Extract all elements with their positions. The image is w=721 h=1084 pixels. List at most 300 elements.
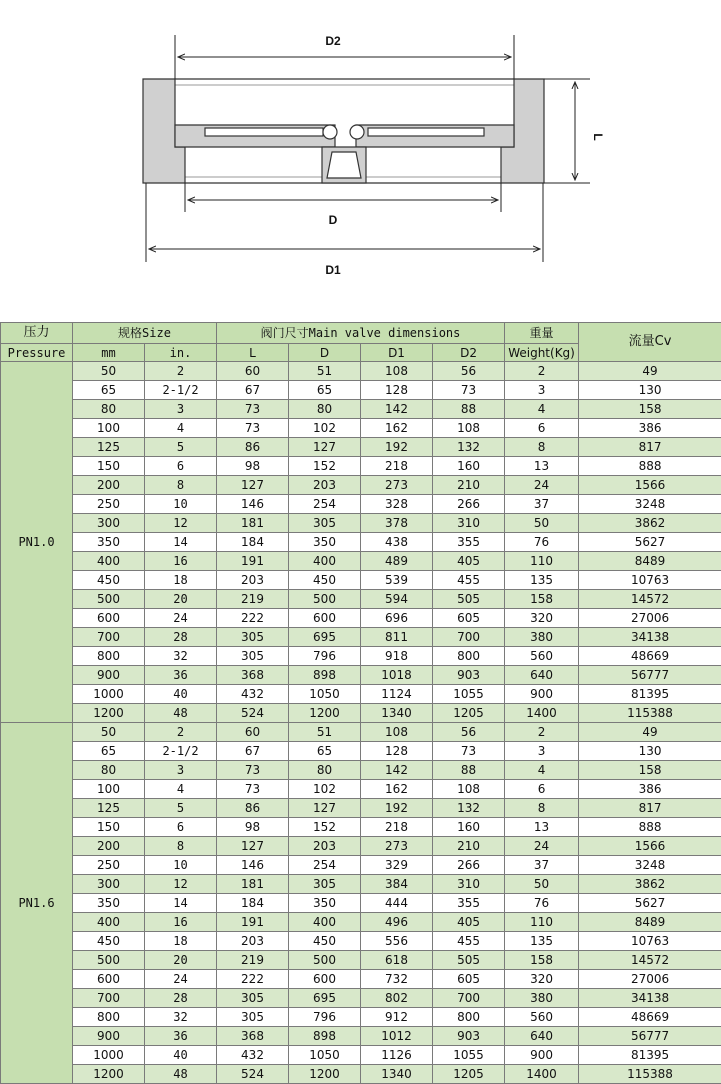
table-cell: 1018 — [361, 666, 433, 685]
table-cell: 200 — [73, 837, 145, 856]
table-row — [1, 647, 721, 666]
table-cell: 560 — [505, 1008, 579, 1027]
table-row — [1, 400, 721, 419]
table-cell: 695 — [289, 628, 361, 647]
header-flow-cv: 流量Cv — [579, 323, 721, 362]
table-cell: 1200 — [73, 704, 145, 723]
table-row — [1, 913, 721, 932]
table-cell: 3248 — [579, 856, 721, 875]
table-row — [1, 837, 721, 856]
table-cell: 16 — [145, 913, 217, 932]
table-cell: 1124 — [361, 685, 433, 704]
table-cell: 4 — [145, 419, 217, 438]
header-weight-cn: 重量 — [505, 323, 579, 344]
table-cell: 110 — [505, 552, 579, 571]
table-row — [1, 932, 721, 951]
table-cell: 80 — [73, 761, 145, 780]
table-row — [1, 704, 721, 723]
valve-body — [143, 79, 544, 183]
table-cell: 888 — [579, 457, 721, 476]
table-cell: 150 — [73, 457, 145, 476]
label-d1: D1 — [325, 263, 341, 277]
table-cell: 8 — [145, 476, 217, 495]
table-cell: 329 — [361, 856, 433, 875]
table-body — [1, 362, 721, 1084]
table-cell: 80 — [289, 400, 361, 419]
pressure-class-cell: PN1.0 — [1, 362, 73, 723]
table-row — [1, 438, 721, 457]
table-cell: 1000 — [73, 1046, 145, 1065]
header-size-mm: mm — [73, 344, 145, 362]
table-cell: 800 — [433, 647, 505, 666]
table-cell: 24 — [145, 970, 217, 989]
table-cell: 1205 — [433, 1065, 505, 1084]
table-cell: 142 — [361, 400, 433, 419]
table-cell: 802 — [361, 989, 433, 1008]
table-row — [1, 362, 721, 381]
table-cell: 184 — [217, 533, 289, 552]
table-cell: 250 — [73, 856, 145, 875]
table-cell: 900 — [73, 1027, 145, 1046]
table-row — [1, 951, 721, 970]
table-cell: 81395 — [579, 685, 721, 704]
table-cell: 102 — [289, 419, 361, 438]
table-cell: 181 — [217, 514, 289, 533]
table-cell: 368 — [217, 666, 289, 685]
table-cell: 328 — [361, 495, 433, 514]
table-row — [1, 476, 721, 495]
table-cell: 73 — [217, 761, 289, 780]
table-cell: 5627 — [579, 894, 721, 913]
table-cell: 18 — [145, 932, 217, 951]
table-cell: 800 — [73, 647, 145, 666]
table-cell: 900 — [73, 666, 145, 685]
table-cell: 130 — [579, 381, 721, 400]
table-cell: 600 — [73, 970, 145, 989]
table-cell: 400 — [73, 552, 145, 571]
table-cell: 898 — [289, 666, 361, 685]
table-cell: 2 — [145, 723, 217, 742]
table-cell: 32 — [145, 1008, 217, 1027]
label-l: L — [591, 133, 605, 141]
table-row — [1, 533, 721, 552]
table-cell: 142 — [361, 761, 433, 780]
table-cell: 67 — [217, 742, 289, 761]
table-cell: 132 — [433, 799, 505, 818]
table-cell: 73 — [217, 780, 289, 799]
table-cell: 115388 — [579, 704, 721, 723]
table-cell: 640 — [505, 1027, 579, 1046]
table-row — [1, 552, 721, 571]
table-row — [1, 723, 721, 742]
table-row — [1, 457, 721, 476]
table-row — [1, 894, 721, 913]
table-cell: 432 — [217, 685, 289, 704]
table-cell: 6 — [145, 457, 217, 476]
table-cell: 203 — [289, 476, 361, 495]
table-cell: 34138 — [579, 628, 721, 647]
table-cell: 20 — [145, 590, 217, 609]
table-cell: 76 — [505, 894, 579, 913]
table-cell: 444 — [361, 894, 433, 913]
table-cell: 1205 — [433, 704, 505, 723]
table-cell: 200 — [73, 476, 145, 495]
table-cell: 305 — [289, 875, 361, 894]
table-cell: 320 — [505, 609, 579, 628]
table-cell: 350 — [73, 894, 145, 913]
table-cell: 158 — [505, 590, 579, 609]
table-cell: 2 — [505, 723, 579, 742]
table-cell: 560 — [505, 647, 579, 666]
table-cell: 500 — [289, 590, 361, 609]
table-cell: 912 — [361, 1008, 433, 1027]
table-cell: 130 — [579, 742, 721, 761]
table-cell: 888 — [579, 818, 721, 837]
table-cell: 918 — [361, 647, 433, 666]
header-d1: D1 — [361, 344, 433, 362]
table-cell: 1012 — [361, 1027, 433, 1046]
table-cell: 222 — [217, 609, 289, 628]
table-cell: 500 — [73, 590, 145, 609]
table-cell: 368 — [217, 1027, 289, 1046]
table-cell: 8489 — [579, 913, 721, 932]
table-cell: 700 — [433, 628, 505, 647]
table-cell: 400 — [289, 913, 361, 932]
table-cell: 8 — [505, 799, 579, 818]
table-row — [1, 1008, 721, 1027]
table-cell: 254 — [289, 856, 361, 875]
table-cell: 1200 — [73, 1065, 145, 1084]
table-cell: 405 — [433, 552, 505, 571]
table-cell: 98 — [217, 457, 289, 476]
table-cell: 700 — [73, 628, 145, 647]
table-cell: 48669 — [579, 647, 721, 666]
table-cell: 203 — [217, 571, 289, 590]
table-cell: 2 — [145, 362, 217, 381]
table-row — [1, 1065, 721, 1084]
table-cell: 135 — [505, 932, 579, 951]
table-cell: 350 — [73, 533, 145, 552]
table-cell: 152 — [289, 457, 361, 476]
table-cell: 800 — [433, 1008, 505, 1027]
table-cell: 1050 — [289, 685, 361, 704]
table-cell: 505 — [433, 590, 505, 609]
table-cell: 903 — [433, 666, 505, 685]
table-cell: 115388 — [579, 1065, 721, 1084]
table-cell: 81395 — [579, 1046, 721, 1065]
table-cell: 50 — [73, 362, 145, 381]
table-cell: 27006 — [579, 609, 721, 628]
table-cell: 32 — [145, 647, 217, 666]
table-cell: 305 — [217, 647, 289, 666]
table-cell: 455 — [433, 571, 505, 590]
table-cell: 37 — [505, 856, 579, 875]
table-row — [1, 685, 721, 704]
table-cell: 4 — [505, 761, 579, 780]
table-cell: 800 — [73, 1008, 145, 1027]
header-l: L — [217, 344, 289, 362]
table-cell: 27006 — [579, 970, 721, 989]
table-cell: 80 — [289, 761, 361, 780]
table-cell: 127 — [217, 476, 289, 495]
table-cell: 108 — [361, 723, 433, 742]
table-cell: 10763 — [579, 571, 721, 590]
table-cell: 162 — [361, 419, 433, 438]
table-cell: 266 — [433, 495, 505, 514]
table-cell: 450 — [73, 571, 145, 590]
table-cell: 700 — [73, 989, 145, 1008]
table-cell: 1400 — [505, 1065, 579, 1084]
table-cell: 700 — [433, 989, 505, 1008]
header-pressure-en: Pressure — [1, 344, 73, 362]
table-cell: 86 — [217, 438, 289, 457]
table-cell: 310 — [433, 875, 505, 894]
table-cell: 10763 — [579, 932, 721, 951]
table-cell: 12 — [145, 514, 217, 533]
table-cell: 98 — [217, 818, 289, 837]
table-cell: 500 — [289, 951, 361, 970]
table-cell: 384 — [361, 875, 433, 894]
header-pressure-cn: 压力 — [1, 323, 73, 344]
table-cell: 732 — [361, 970, 433, 989]
table-cell: 50 — [505, 875, 579, 894]
table-cell: 184 — [217, 894, 289, 913]
table-cell: 811 — [361, 628, 433, 647]
table-cell: 10 — [145, 495, 217, 514]
table-cell: 146 — [217, 495, 289, 514]
table-cell: 24 — [505, 476, 579, 495]
table-row — [1, 799, 721, 818]
table-cell: 56 — [433, 723, 505, 742]
table-cell: 146 — [217, 856, 289, 875]
table-cell: 14 — [145, 894, 217, 913]
table-cell: 273 — [361, 476, 433, 495]
table-cell: 127 — [289, 799, 361, 818]
table-cell: 817 — [579, 438, 721, 457]
table-cell: 386 — [579, 780, 721, 799]
table-cell: 13 — [505, 818, 579, 837]
table-cell: 160 — [433, 457, 505, 476]
table-cell: 192 — [361, 799, 433, 818]
table-cell: 56777 — [579, 1027, 721, 1046]
table-row — [1, 1046, 721, 1065]
table-cell: 450 — [289, 932, 361, 951]
table-cell: 24 — [145, 609, 217, 628]
table-row — [1, 856, 721, 875]
table-cell: 5 — [145, 799, 217, 818]
table-cell: 49 — [579, 362, 721, 381]
table-cell: 386 — [579, 419, 721, 438]
table-cell: 2-1/2 — [145, 381, 217, 400]
table-cell: 594 — [361, 590, 433, 609]
table-cell: 380 — [505, 628, 579, 647]
table-cell: 2-1/2 — [145, 742, 217, 761]
table-cell: 67 — [217, 381, 289, 400]
table-cell: 56 — [433, 362, 505, 381]
table-cell: 400 — [289, 552, 361, 571]
table-cell: 127 — [289, 438, 361, 457]
table-cell: 305 — [289, 514, 361, 533]
table-cell: 14572 — [579, 951, 721, 970]
table-cell: 192 — [361, 438, 433, 457]
table-cell: 3862 — [579, 514, 721, 533]
table-cell: 539 — [361, 571, 433, 590]
table-cell: 73 — [433, 381, 505, 400]
table-cell: 5 — [145, 438, 217, 457]
table-cell: 210 — [433, 476, 505, 495]
table-cell: 135 — [505, 571, 579, 590]
table-cell: 102 — [289, 780, 361, 799]
table-cell: 817 — [579, 799, 721, 818]
table-cell: 1055 — [433, 1046, 505, 1065]
table-cell: 3248 — [579, 495, 721, 514]
table-cell: 796 — [289, 647, 361, 666]
table-cell: 8489 — [579, 552, 721, 571]
table-cell: 455 — [433, 932, 505, 951]
table-cell: 13 — [505, 457, 579, 476]
table-cell: 218 — [361, 457, 433, 476]
table-cell: 160 — [433, 818, 505, 837]
table-cell: 903 — [433, 1027, 505, 1046]
header-main-valve-dimensions: 阀门尺寸Main valve dimensions — [217, 323, 505, 344]
table-cell: 1340 — [361, 1065, 433, 1084]
table-cell: 50 — [73, 723, 145, 742]
table-cell: 222 — [217, 970, 289, 989]
table-row — [1, 1027, 721, 1046]
table-cell: 12 — [145, 875, 217, 894]
table-cell: 16 — [145, 552, 217, 571]
table-cell: 605 — [433, 970, 505, 989]
table-cell: 3862 — [579, 875, 721, 894]
table-cell: 219 — [217, 951, 289, 970]
table-cell: 60 — [217, 723, 289, 742]
table-cell: 432 — [217, 1046, 289, 1065]
table-cell: 6 — [145, 818, 217, 837]
table-cell: 203 — [217, 932, 289, 951]
table-cell: 28 — [145, 628, 217, 647]
table-cell: 355 — [433, 894, 505, 913]
table-cell: 24 — [505, 837, 579, 856]
table-row — [1, 761, 721, 780]
table-cell: 320 — [505, 970, 579, 989]
table-row — [1, 818, 721, 837]
table-cell: 34138 — [579, 989, 721, 1008]
table-cell: 524 — [217, 704, 289, 723]
table-cell: 48 — [145, 704, 217, 723]
table-cell: 20 — [145, 951, 217, 970]
table-cell: 73 — [217, 400, 289, 419]
pressure-class-cell: PN1.6 — [1, 723, 73, 1084]
table-cell: 8 — [505, 438, 579, 457]
table-cell: 127 — [217, 837, 289, 856]
table-cell: 4 — [145, 780, 217, 799]
table-cell: 50 — [505, 514, 579, 533]
table-cell: 600 — [73, 609, 145, 628]
table-cell: 158 — [579, 400, 721, 419]
table-cell: 4 — [505, 400, 579, 419]
table-cell: 2 — [505, 362, 579, 381]
table-cell: 181 — [217, 875, 289, 894]
table-cell: 380 — [505, 989, 579, 1008]
table-cell: 1200 — [289, 1065, 361, 1084]
table-cell: 254 — [289, 495, 361, 514]
table-cell: 450 — [73, 932, 145, 951]
table-row — [1, 970, 721, 989]
table-cell: 76 — [505, 533, 579, 552]
table-cell: 40 — [145, 1046, 217, 1065]
table-cell: 640 — [505, 666, 579, 685]
table-cell: 5627 — [579, 533, 721, 552]
table-cell: 203 — [289, 837, 361, 856]
table-cell: 218 — [361, 818, 433, 837]
table-cell: 250 — [73, 495, 145, 514]
table-cell: 355 — [433, 533, 505, 552]
table-cell: 88 — [433, 761, 505, 780]
table-cell: 1340 — [361, 704, 433, 723]
table-cell: 524 — [217, 1065, 289, 1084]
table-cell: 158 — [579, 761, 721, 780]
table-cell: 6 — [505, 419, 579, 438]
header-d: D — [289, 344, 361, 362]
table-cell: 80 — [73, 400, 145, 419]
table-cell: 86 — [217, 799, 289, 818]
table-cell: 618 — [361, 951, 433, 970]
valve-cross-section-drawing — [0, 0, 721, 322]
table-row — [1, 571, 721, 590]
table-cell: 88 — [433, 400, 505, 419]
table-cell: 51 — [289, 362, 361, 381]
table-cell: 191 — [217, 913, 289, 932]
table-cell: 210 — [433, 837, 505, 856]
table-cell: 51 — [289, 723, 361, 742]
label-d2: D2 — [325, 34, 341, 48]
table-cell: 36 — [145, 1027, 217, 1046]
table-cell: 400 — [73, 913, 145, 932]
table-cell: 3 — [505, 742, 579, 761]
table-cell: 14572 — [579, 590, 721, 609]
table-row — [1, 628, 721, 647]
table-cell: 605 — [433, 609, 505, 628]
header-d2: D2 — [433, 344, 505, 362]
table-cell: 8 — [145, 837, 217, 856]
table-cell: 1566 — [579, 837, 721, 856]
table-cell: 305 — [217, 989, 289, 1008]
table-cell: 73 — [433, 742, 505, 761]
table-cell: 600 — [289, 609, 361, 628]
table-row — [1, 742, 721, 761]
table-cell: 37 — [505, 495, 579, 514]
table-cell: 1000 — [73, 685, 145, 704]
table-cell: 1400 — [505, 704, 579, 723]
table-cell: 695 — [289, 989, 361, 1008]
table-cell: 378 — [361, 514, 433, 533]
table-cell: 128 — [361, 742, 433, 761]
table-cell: 600 — [289, 970, 361, 989]
header-size: 规格Size — [73, 323, 217, 344]
table-cell: 3 — [505, 381, 579, 400]
table-cell: 162 — [361, 780, 433, 799]
table-cell: 496 — [361, 913, 433, 932]
table-cell: 36 — [145, 666, 217, 685]
table-cell: 266 — [433, 856, 505, 875]
table-cell: 450 — [289, 571, 361, 590]
table-cell: 505 — [433, 951, 505, 970]
table-cell: 65 — [73, 742, 145, 761]
table-cell: 56777 — [579, 666, 721, 685]
table-cell: 405 — [433, 913, 505, 932]
header-weight-en: Weight(Kg) — [505, 344, 579, 362]
table-row — [1, 495, 721, 514]
